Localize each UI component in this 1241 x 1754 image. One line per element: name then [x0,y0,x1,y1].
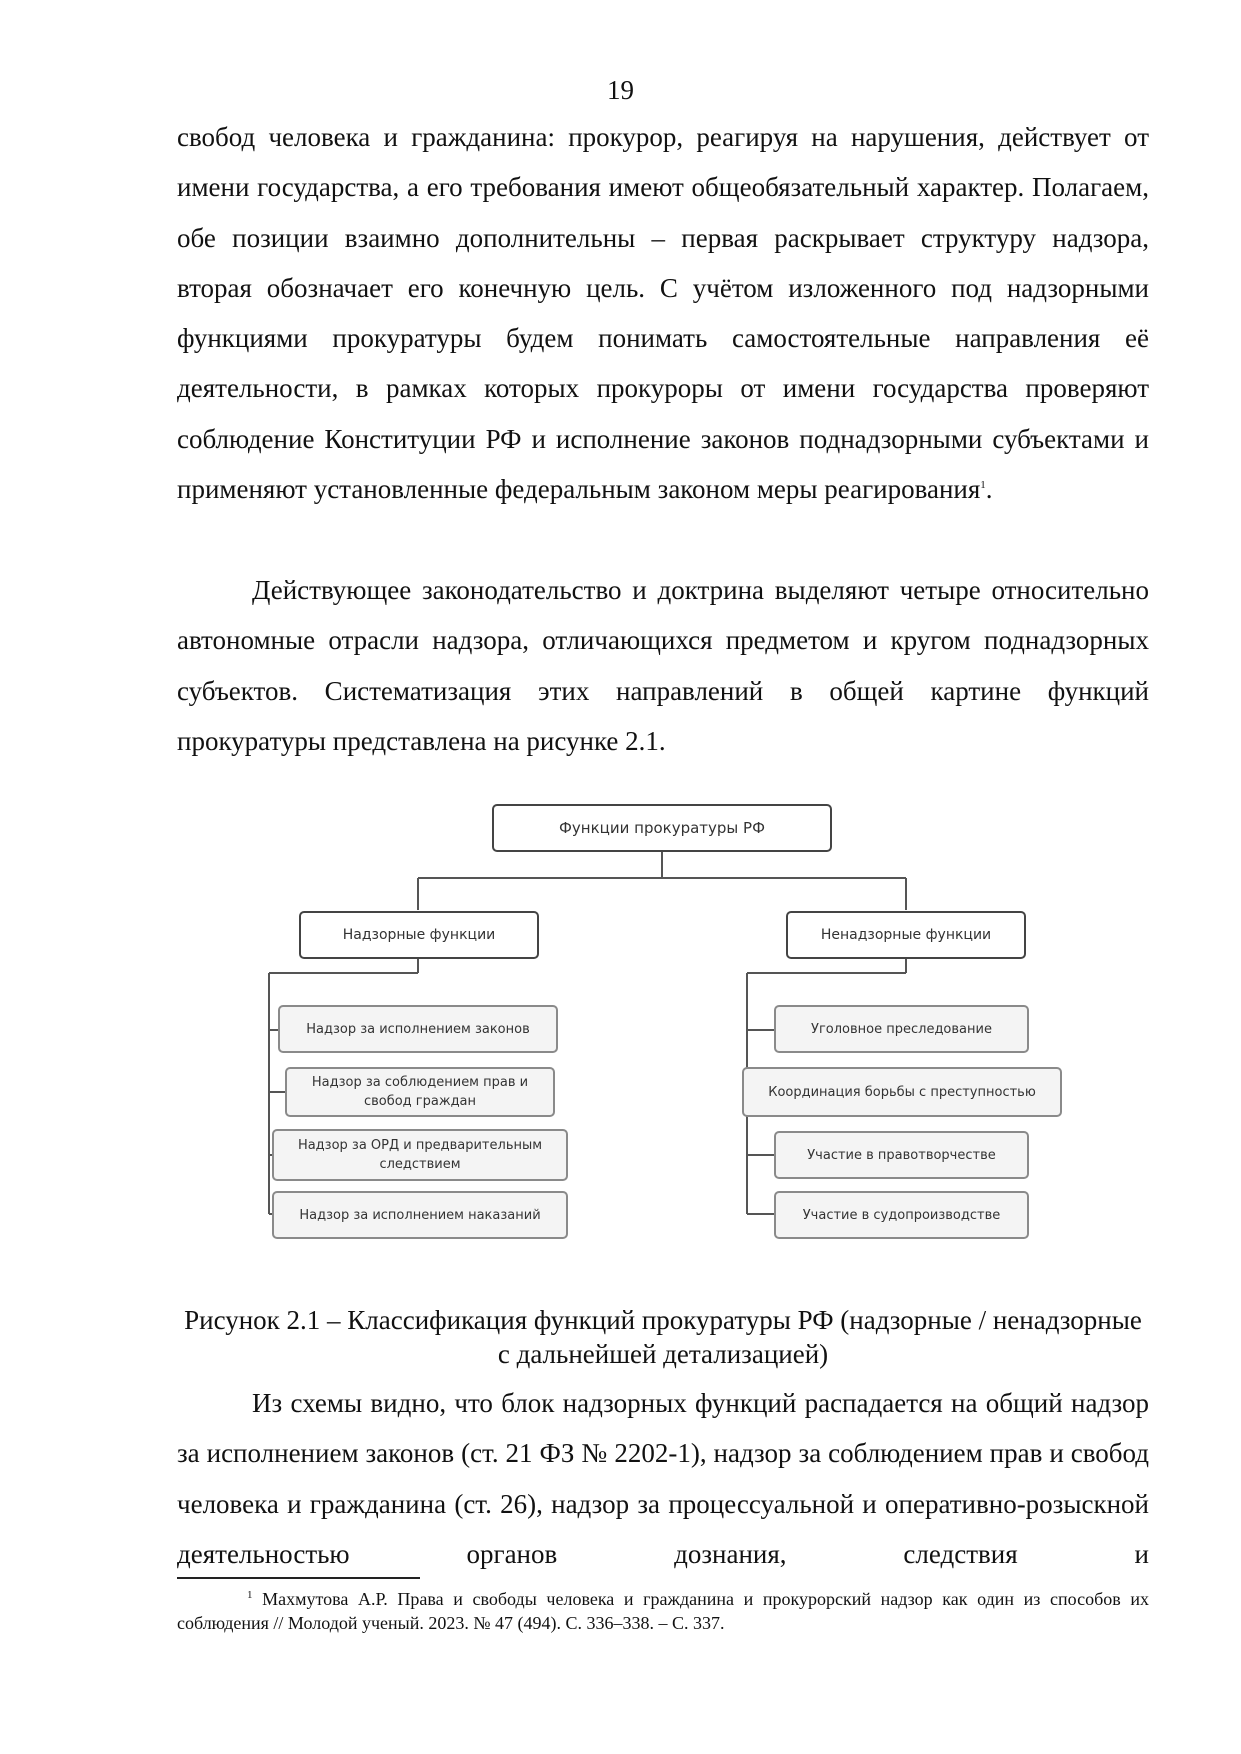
figure-caption: Рисунок 2.1 – Классификация функций прокуратуры РФ (надзорные / ненадзорные с дальнейшей детализацией) [184,1305,1142,1369]
functions-diagram [262,800,1062,1250]
paragraph-1 [177,112,1149,514]
footnote-separator [177,1577,420,1579]
footnote-text: Махмутова А.Р. Права и свободы человека и гражданина и прокурорский надзор как один из способов их соблюдения // Молодой ученый. 2023. № 47 (494). С. 336–338. – С. 337. [177,1589,1149,1633]
diagram-left-item: Надзор за ОРД и предварительным следствием [272,1129,568,1181]
diagram-right-item: Уголовное преследование [774,1005,1029,1053]
diagram-left-item: Надзор за соблюдением прав и свобод граждан [285,1067,555,1117]
diagram-non-supervisory-node: Ненадзорные функции [786,911,1026,959]
paragraph-3: Из схемы видно, что блок надзорных функций распадается на общий надзор за исполнением законов (ст. 21 ФЗ № 2202-1), надзор за соблюдением прав и свобод человека и гражданина (ст. 26), надзор за процессуальной и оперативно-розыскной деятельностью органов дознания, следствия и [177,1388,1149,1569]
footnote-reference[interactable]: 1 [980,479,986,492]
footnote-number: 1 [247,1589,253,1601]
diagram-left-item: Надзор за исполнением наказаний [272,1191,568,1239]
paragraph-1-text: свобод человека и гражданина: прокурор, реагируя на нарушения, действует от имени государства, а его требования имеют общеобязательный характер. Полагаем, обе позиции взаимно дополнительны – первая раскрывает структуру надзора, вторая обозначает его конечную цель. С учётом изложенного под надзорными функциями прокуратуры будем понимать самостоятельные направления её деятельности, в рамках которых прокуроры от имени государства проверяют соблюдение Конституции РФ и исполнение законов поднадзорными субъектами и применяют установленные федеральным законом меры реагирования [177,122,1149,505]
diagram-root-node: Функции прокуратуры РФ [492,804,832,852]
diagram-left-item: Надзор за исполнением законов [278,1005,558,1053]
paragraph-1-end: . [985,474,993,505]
diagram-right-item: Участие в судопроизводстве [774,1191,1029,1239]
diagram-right-item: Координация борьбы с преступностью [742,1067,1062,1117]
diagram-supervisory-node: Надзорные функции [299,911,539,959]
page-number: 19 [607,75,634,105]
paragraph-2: Действующее законодательство и доктрина выделяют четыре относительно автономные отрасли надзора, отличающихся предметом и кругом поднадзорных субъектов. Систематизация этих направлений в общей картине функций прокуратуры представлена на рисунке 2.1. [177,575,1149,756]
footnote [177,1583,1149,1635]
diagram-right-item: Участие в правотворчестве [774,1131,1029,1179]
